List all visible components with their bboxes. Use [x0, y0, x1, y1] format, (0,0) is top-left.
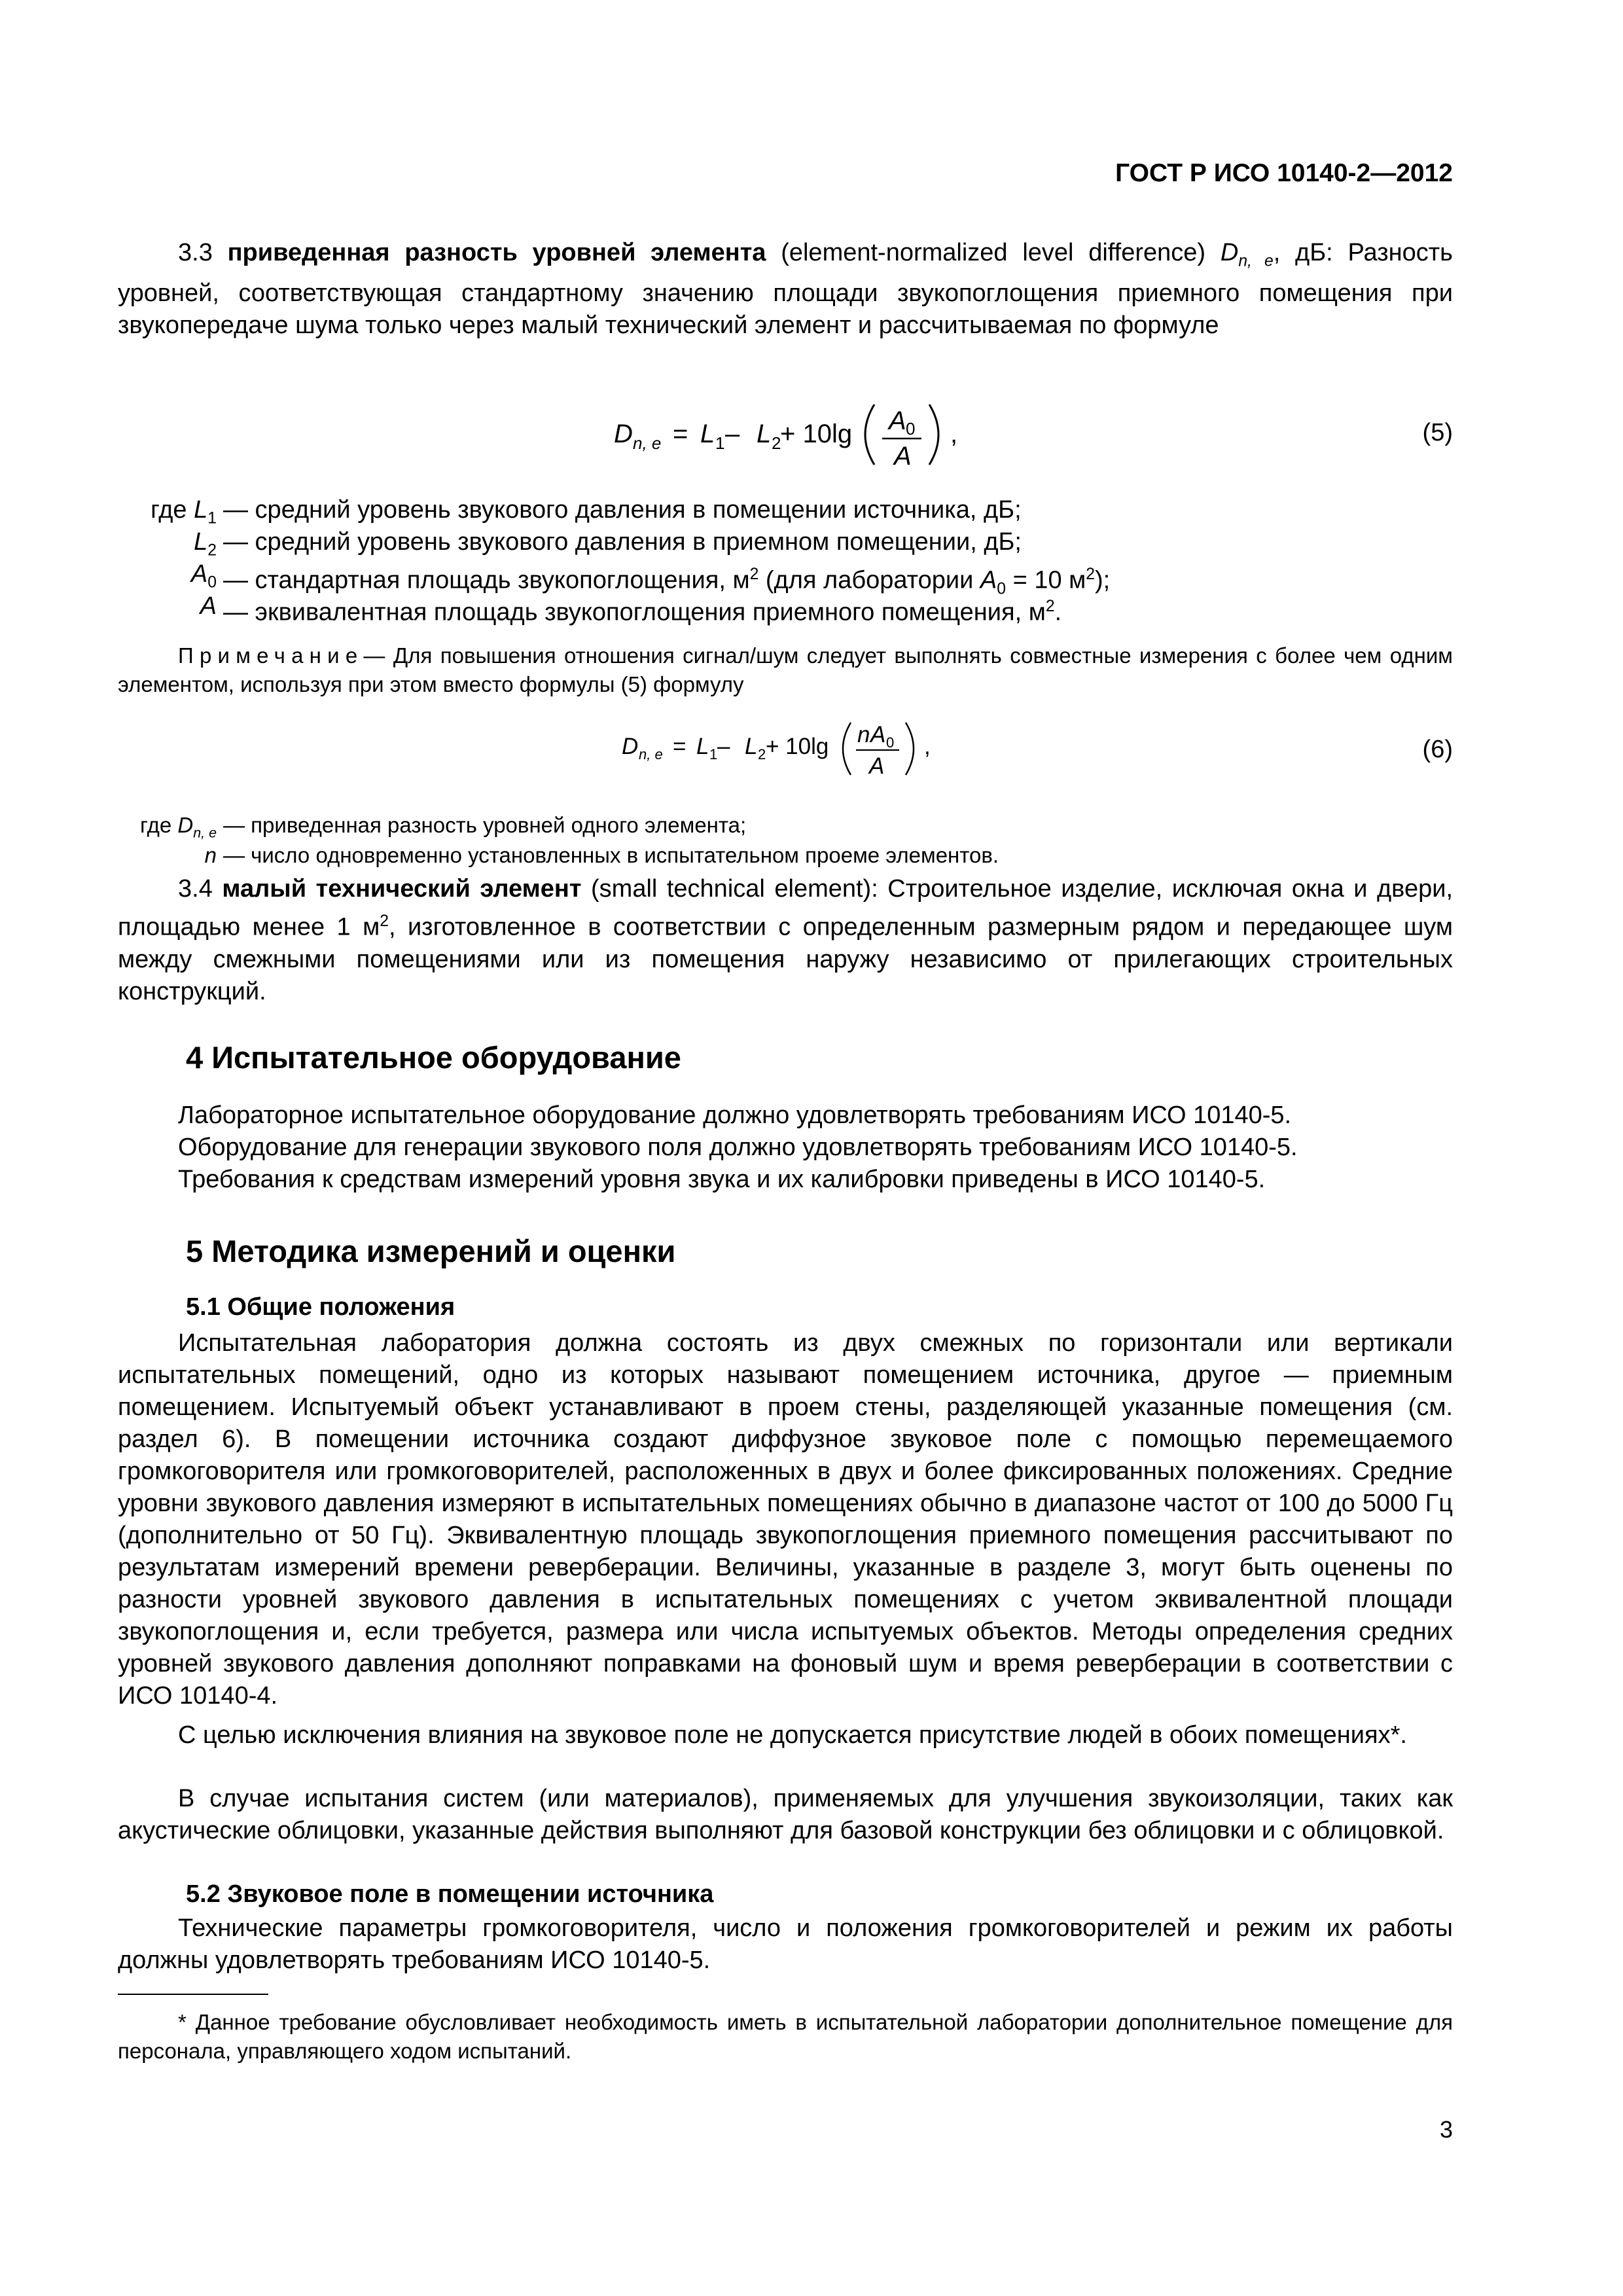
- subsection-5-1-paragraph-1: Испытательная лаборатория должна состоять из двух смежных по горизонтали или вертикали испытательных помещений, одно из которых называют помещением источника, другое — приемным помещением. Испытуемый объект устанавливают в проем стены, разделяющей указанные помещения (см. раздел 6). В помещении источника создают диффузное звуковое поле с помощью перемещаемого громкоговорителя или громкоговорителей, расположенных в двух и более фиксированных положениях. Средние уровни звукового давления измеряют в испытательных помещениях обычно в диапазоне частот от 100 до 5000 Гц (дополнительно от 50 Гц). Эквивалентную площадь звукопоглощения приемного помещения рассчитывают по результатам измерений времени реверберации. Величины, указанные в разделе 3, могут быть оценены по разности уровней звукового давления в испытательных помещениях с учетом эквивалентной площади звукопоглощения и, если требуется, размера или числа испытуемых объектов. Методы определения средних уровней звукового давления дополняют поправками на фоновый шум и время реверберации в соответствии с ИСО 10140-4.: [118, 1329, 1453, 1710]
- clause-number: 3.3: [178, 239, 213, 266]
- formula-6: [118, 708, 1453, 793]
- svg-text:L: L: [745, 734, 758, 759]
- left-paren: [865, 404, 874, 465]
- svg-text:=: =: [673, 734, 687, 759]
- svg-text:L: L: [700, 420, 715, 448]
- section-4-line-1: Лабораторное испытательное оборудование должно удовлетворять требованиям ИСО 10140-5.: [178, 1102, 1292, 1129]
- svg-text:–: –: [725, 420, 740, 448]
- document-page: ГОСТ Р ИСО 10140-2—2012 3.3 приведенная разность уровней элемента (element-normalized level difference) $D_{n, e}$, дБ: Разность уровней, соответствующая стандартному значению площади звукопоглощения приемного помещения при звукопередаче шума только через малый технический элемент и рассчитываемая по формуле D n, e = L 1 – L 2 + 10lg A 0 A , (5) где $L_1$ — средний уровень звукового давления в помещении источника, дБ; $L_2$ — средний уровень звукового давления в приемном помещении, дБ; $A_0$ — стандартная площадь звукопоглощения, $м^2$ (для лаборатории $A_0 = 10$ $м^2$); A — эквивалентная площадь звукопоглощения приемного помещения, $м^2$. Примечание— Для повышения отношения сигнал/шум следует выполнять совместные измерения с более чем одним элементом, используя при этом вместо формулы (5) формулу D n, e = L 1 – L 2 + 10lg n A 0 A , (6) где $D_{n, e}$ — приведенная разность уровней одного элемента; n — число одновременно установленных в испытательном проеме элементов. 3.4 малый технический элемент (small technical element): Строительное изделие, исключая окна и двери, площадью менее 1 $м^2$, изготовленное в соответствии с определенным размерным рядом и передающее шум между смежными помещениями или из помещения наружу независимо от прилегающих строительных конструкций. 4 Испытательное оборудование Лабораторное испытательное оборудование должно удовлетворять требованиям ИСО 10140-5. Оборудование для генерации звукового поля должно удовлетворять требованиям ИСО 10140-5. Требования к средствам измерений уровня звука и их калибровки приведены в ИСО 10140-5. 5 Методика измерений и оценки 5.1 Общие положения Испытательная лаборатория должна состоять из двух смежных по горизонтали или вертикали испытательных помещений, одно из которых называют помещением источника, другое — приемным помещением. Испытуемый объект устанавливают в проем стены, разделяющей указанные помещения (см. раздел 6). В помещении источника создают диффузное звуковое поле с помощью перемещаемого громкоговорителя или громкоговорителей, расположенных в двух и более фиксированных положениях. Средние уровни звукового давления измеряют в испытательных помещениях обычно в диапазоне частот от 100 до 5000 Гц (дополнительно от 50 Гц). Эквивалентную площадь звукопоглощения приемного помещения рассчитывают по результатам измерений времени реверберации. Величины, указанные в разделе 3, могут быть оценены по разности уровней звукового давления в испытательных помещениях с учетом эквивалентной площади звукопоглощения и, если требуется, размера или числа испытуемых объектов. Методы определения средних уровней звукового давления дополняют поправками на фоновый шум и время реверберации в соответствии с ИСО 10140-4. С целью исключения влияния на звуковое поле не допускается присутствие людей в обоих помещениях*. В случае испытания систем (или материалов), применяемых для улучшения звукоизоляции, таких как акустические облицовки, указанные действия выполняют для базовой конструкции без облицовки и с облицовкой. 5.2 Звуковое поле в помещении источника Технические параметры громкоговорителя, число и положения громкоговорителей и режим их работы должны удовлетворять требованиям ИСО 10140-5. * Данное требование обусловливает необходимость иметь в испытательной лаборатории дополнительное помещение для персонала, управляющего ходом испытаний. 3: [118, 159, 1453, 2143]
- svg-text:,: ,: [950, 420, 958, 448]
- svg-text:n: n: [857, 722, 870, 747]
- svg-text:–: –: [717, 734, 730, 759]
- svg-text:A: A: [889, 406, 906, 435]
- svg-text:A: A: [870, 722, 886, 747]
- svg-text:0: 0: [906, 419, 916, 439]
- section-4-title: 4 Испытательное оборудование: [186, 1040, 681, 1075]
- equation-number: (6): [1422, 736, 1453, 763]
- subsection-5-1-paragraph-2: С целью исключения влияния на звуковое поле не допускается присутствие людей в обоих помещениях*.: [178, 1721, 1407, 1749]
- section-5-title: 5 Методика измерений и оценки: [186, 1234, 676, 1268]
- note-label: Примечание: [178, 643, 364, 668]
- svg-text:A: A: [894, 442, 912, 471]
- clause-3-4: 3.4 малый технический элемент (small technical element): Строительное изделие, исключая окна и двери, площадью менее 1 $м^2$, изготовленное в соответствии с определенным размерным рядом и передающее шум между смежными помещениями или из помещения наружу независимо от прилегающих строительных конструкций.: [118, 875, 1453, 1005]
- note: Примечание— Для повышения отношения сигнал/шум следует выполнять совместные измерения с более чем одним элементом, используя при этом вместо формулы (5) формулу: [118, 643, 1453, 696]
- page-number: 3: [1439, 2116, 1453, 2143]
- svg-text:n, e: n, e: [633, 433, 662, 453]
- subsection-5-1-paragraph-3: В случае испытания систем (или материалов), применяемых для улучшения звукоизоляции, таких как акустические облицовки, указанные действия выполняют для базовой конструкции без облицовки и с облицовкой.: [118, 1785, 1453, 1844]
- svg-text:+ 10lg: + 10lg: [766, 734, 829, 759]
- equation-number: (5): [1422, 419, 1453, 446]
- right-paren: [906, 723, 914, 775]
- svg-text:+ 10lg: + 10lg: [780, 420, 853, 448]
- svg-text:0: 0: [886, 734, 895, 751]
- svg-text:L: L: [757, 420, 772, 448]
- section-4-line-3: Требования к средствам измерений уровня звука и их калибровки приведены в ИСО 10140-5.: [178, 1166, 1266, 1193]
- svg-text:n, e: n, e: [639, 746, 663, 762]
- footnote: * Данное требование обусловливает необходимость иметь в испытательной лаборатории дополнительное помещение для персонала, управляющего ходом испытаний.: [118, 2010, 1453, 2063]
- section-4-line-2: Оборудование для генерации звукового поля должно удовлетворять требованиям ИСО 10140-5.: [178, 1134, 1298, 1161]
- svg-text:A: A: [869, 753, 885, 779]
- svg-text:2: 2: [772, 433, 781, 453]
- svg-text:D: D: [622, 734, 639, 759]
- formula-lhs: D: [614, 420, 633, 448]
- svg-text:=: =: [673, 420, 688, 448]
- formula-5: [118, 390, 1453, 475]
- subsection-5-2-paragraph-1: Технические параметры громкоговорителя, число и положения громкоговорителей и режим их работы должны удовлетворять требованиям ИСО 10140-5.: [118, 1914, 1453, 1974]
- svg-text:2: 2: [758, 746, 766, 762]
- document-header: ГОСТ Р ИСО 10140-2—2012: [1115, 159, 1453, 187]
- formula-6-graphic: [118, 708, 1453, 793]
- svg-text:L: L: [696, 734, 709, 759]
- svg-text:1: 1: [715, 433, 725, 453]
- formula-5-graphic: [118, 390, 1453, 475]
- subsection-5-2-title: 5.2 Звуковое поле в помещении источника: [186, 1880, 714, 1908]
- footnote-separator: [118, 1994, 268, 1995]
- svg-text:1: 1: [709, 746, 718, 762]
- subsection-5-1-title: 5.1 Общие положения: [186, 1293, 455, 1321]
- right-paren: [929, 404, 938, 465]
- svg-text:,: ,: [924, 734, 931, 759]
- left-paren: [843, 723, 851, 775]
- clause-3-3: 3.3 приведенная разность уровней элемента (element-normalized level difference) $D_{n, e}$, дБ: Разность уровней, соответствующая стандартному значению площади звукопоглощения приемного помещения при звукопередаче шума только через малый технический элемент и рассчитываемая по формуле: [118, 239, 1453, 339]
- clause-term: приведенная разность уровней элемента: [227, 239, 766, 266]
